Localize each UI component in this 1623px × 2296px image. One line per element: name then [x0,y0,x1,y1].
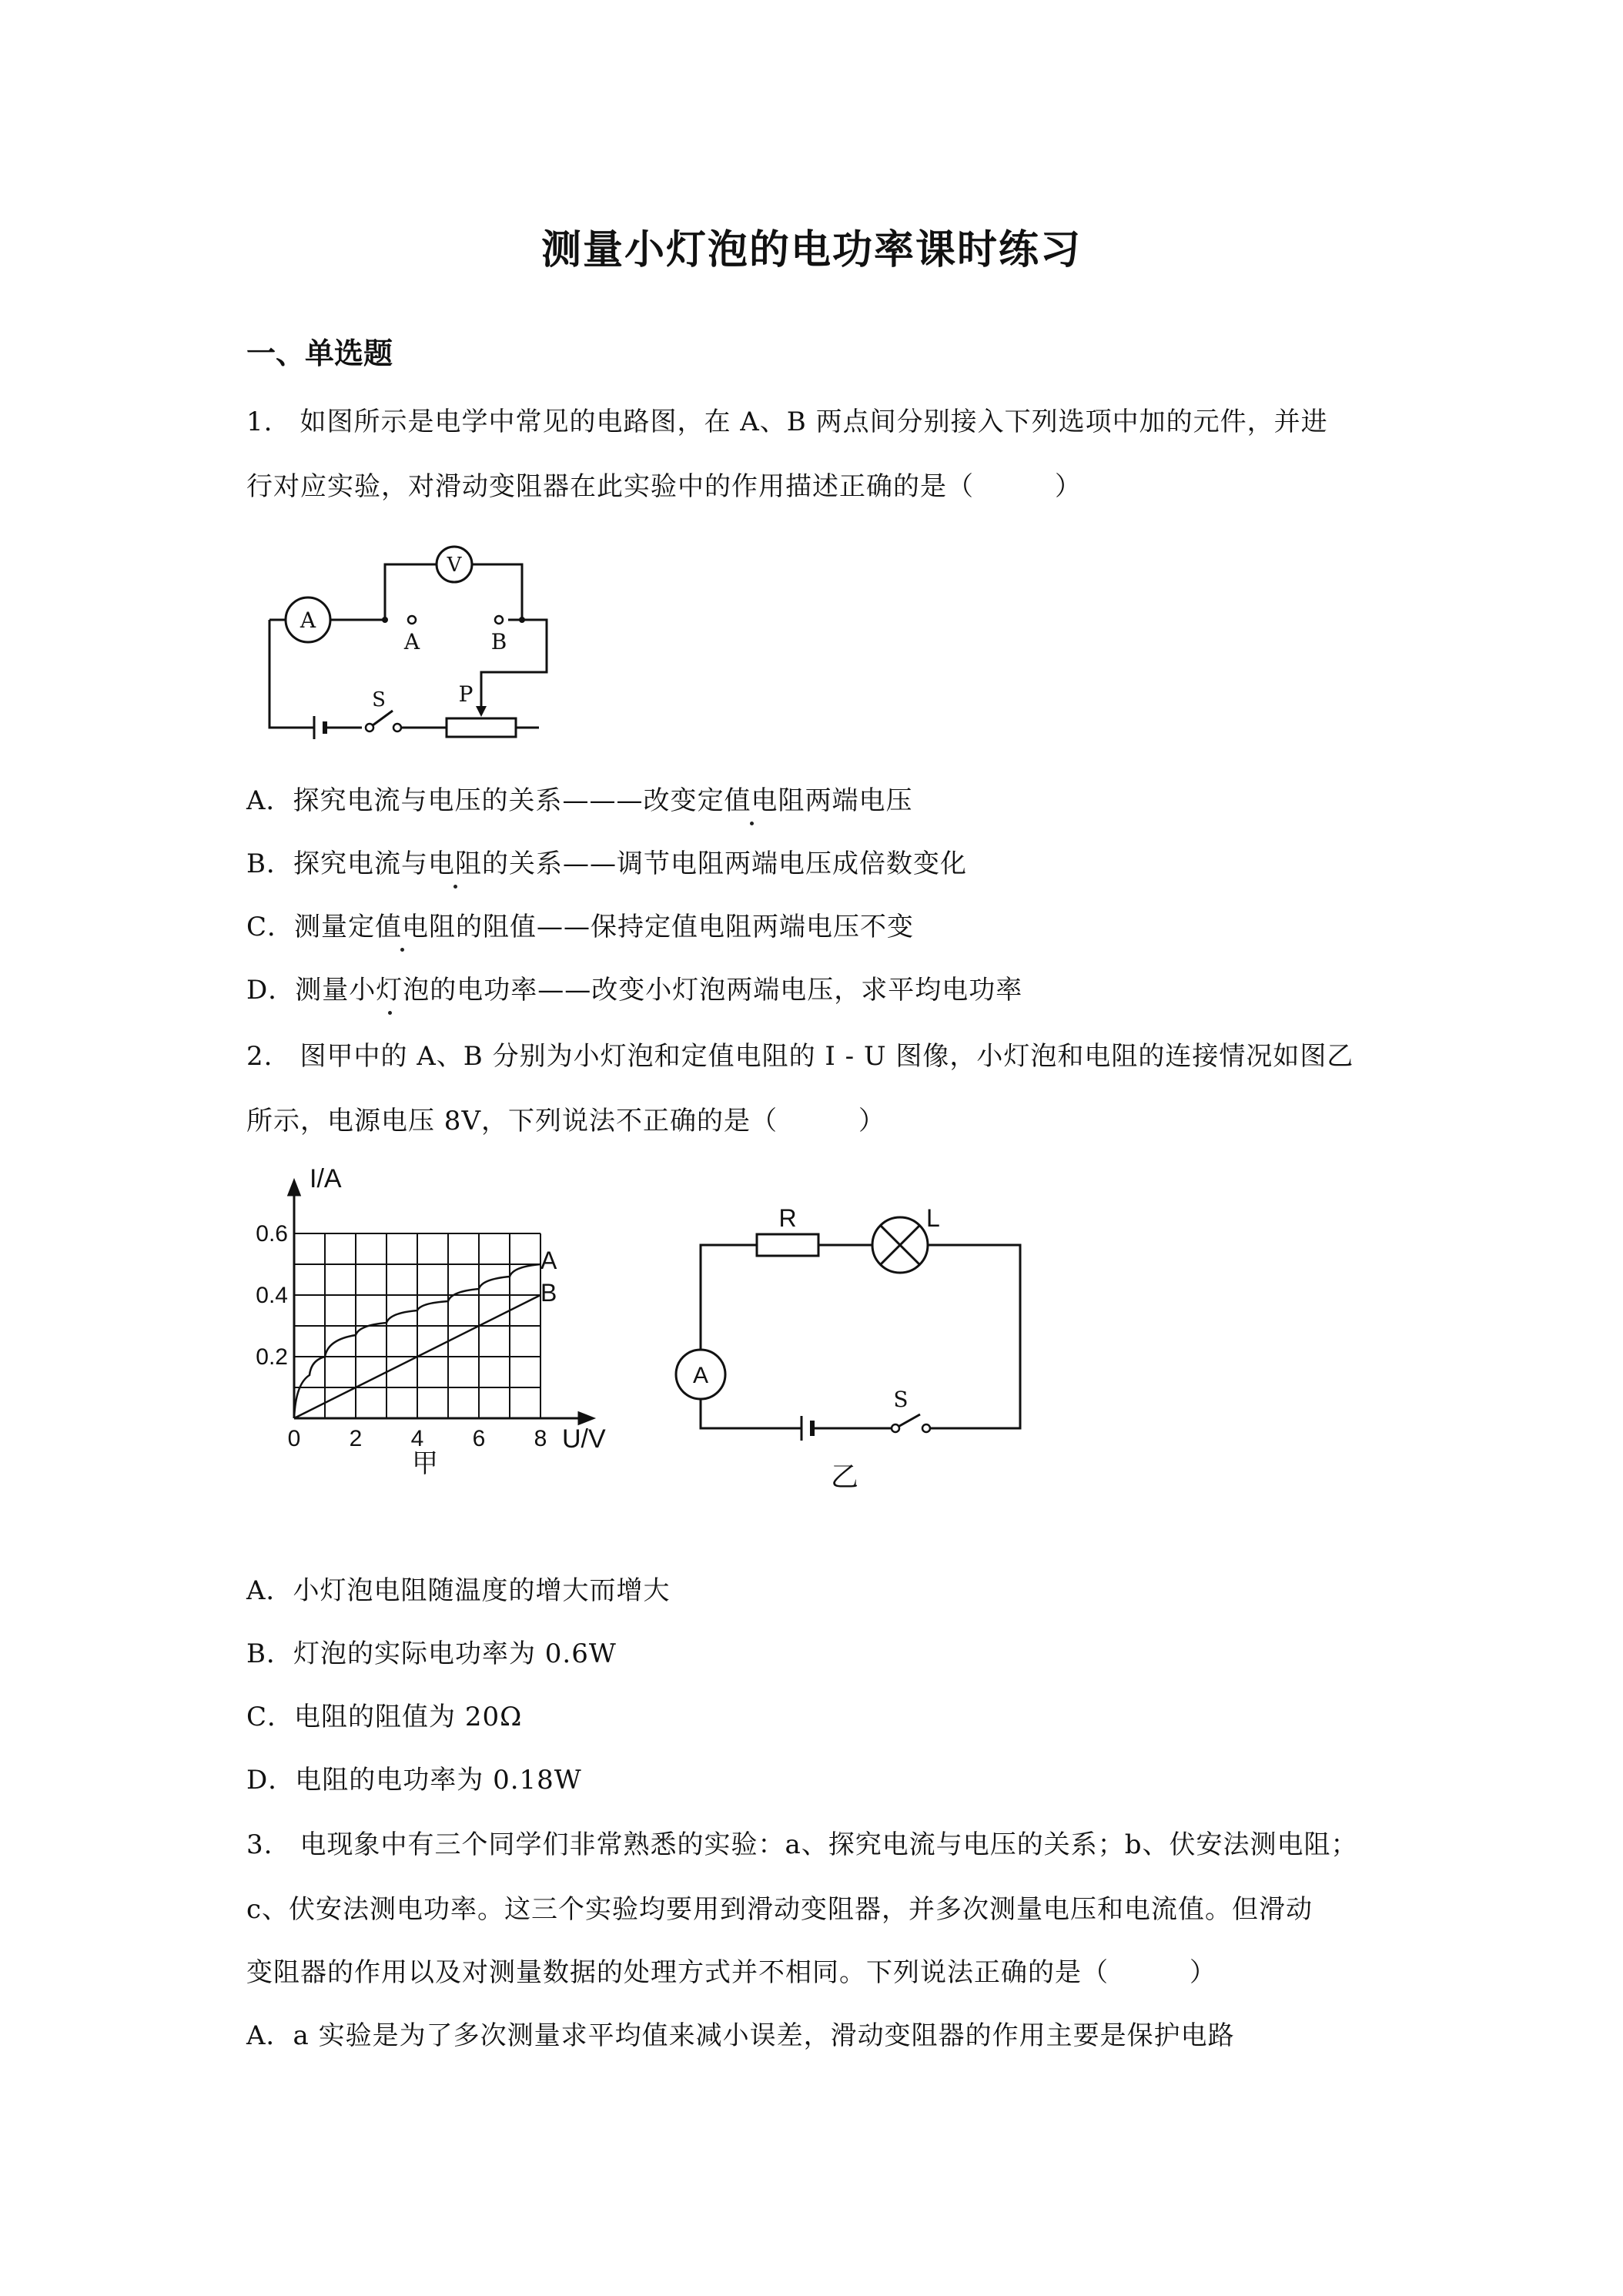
q2-option-a[interactable]: A．小灯泡电阻随温度的增大而增大 [246,1575,671,1606]
q2-series-circuit [666,1197,1036,1505]
q1-stem-line-1: 1. 如图所示是电学中常见的电路图，在 A、B 两点间分别接入下列选项中加的元件，并进 [246,407,1328,437]
y-tick-label: 0.6 [256,1221,288,1247]
x-tick-label: 4 [410,1426,424,1451]
q1-voltmeter-label: V [447,554,462,577]
q1-stem-line-2: 行对应实验，对滑动变阻器在此实验中的作用描述正确的是（ ） [246,471,1082,502]
q2-resistor-label: R [778,1204,797,1232]
q1-switch-label: S [372,688,386,711]
q2-option-d[interactable]: D．电阻的电功率为 0.18W [246,1765,582,1796]
q3-stem-line-1: 3. 电现象中有三个同学们非常熟悉的实验：a、探究电流与电压的关系；b、伏安法测电阻； [246,1829,1358,1860]
x-tick-label: 6 [472,1426,486,1451]
q1-circuit-diagram [254,543,577,751]
q1-option-b[interactable]: B．探究电流与电阻的关系——调节电阻两端电压成倍数变化 [246,848,967,879]
graph-xlabel: U/V [562,1424,606,1454]
q2-lamp-label: L [926,1204,940,1232]
section-heading: 一、单选题 [246,336,393,370]
q1-option-c[interactable]: C．测量定值电阻的阻值——保持定值电阻两端电压不变 [246,912,915,942]
q3-option-a[interactable]: A．a 实验是为了多次测量求平均值来减小误差，滑动变阻器的作用主要是保护电路 [246,2020,1235,2051]
q1-option-d[interactable]: D．测量小灯泡的电功率——改变小灯泡两端电压，求平均电功率 [246,975,1023,1006]
q1-slider-label: P [458,681,474,707]
q1-point-a-label: A [403,629,420,654]
q3-stem-line-2: c、伏安法测电功率。这三个实验均要用到滑动变阻器，并多次测量电压和电流值。但滑动 [246,1894,1313,1925]
x-tick-label: 0 [287,1426,301,1451]
q1-ammeter-label: A [300,607,316,633]
q2-circuit-caption: 乙 [830,1461,859,1493]
y-tick-label: 0.2 [256,1344,288,1370]
y-tick-label: 0.4 [256,1283,288,1308]
q2-option-b[interactable]: B．灯泡的实际电功率为 0.6W [246,1638,617,1669]
q3-stem-line-3: 变阻器的作用以及对测量数据的处理方式并不相同。下列说法正确的是（ ） [246,1957,1216,1988]
x-axis-arrow [579,1413,593,1424]
graph-grid [294,1233,540,1418]
q2-option-c[interactable]: C．电阻的阻值为 20Ω [246,1702,523,1732]
q2-iu-graph [246,1155,647,1478]
y-axis-arrow [289,1181,300,1195]
curve-b-label: B [540,1279,557,1307]
curve-a-label: A [540,1247,557,1274]
q2-switch-label: S [893,1387,909,1412]
page-title: 测量小灯泡的电功率课时练习 [540,226,1082,273]
x-tick-label: 2 [349,1426,363,1451]
q2-ammeter-label: A [692,1363,709,1388]
q1-option-a[interactable]: A．探究电流与电压的关系———改变定值电阻两端电压 [246,785,913,816]
q2-battery-icon [801,1416,812,1441]
graph-ylabel: I/A [310,1164,342,1193]
q1-point-b-label: B [490,629,507,654]
x-tick-label: 8 [534,1426,547,1451]
q2-stem-line-1: 2. 图甲中的 A、B 分别为小灯泡和定值电阻的 I - U 图像，小灯泡和电阻的连接情况如图乙 [246,1041,1354,1072]
graph-caption: 甲 [412,1448,438,1479]
q2-stem-line-2: 所示，电源电压 8V，下列说法不正确的是（ ） [246,1106,885,1136]
q1-battery-icon [314,716,325,739]
